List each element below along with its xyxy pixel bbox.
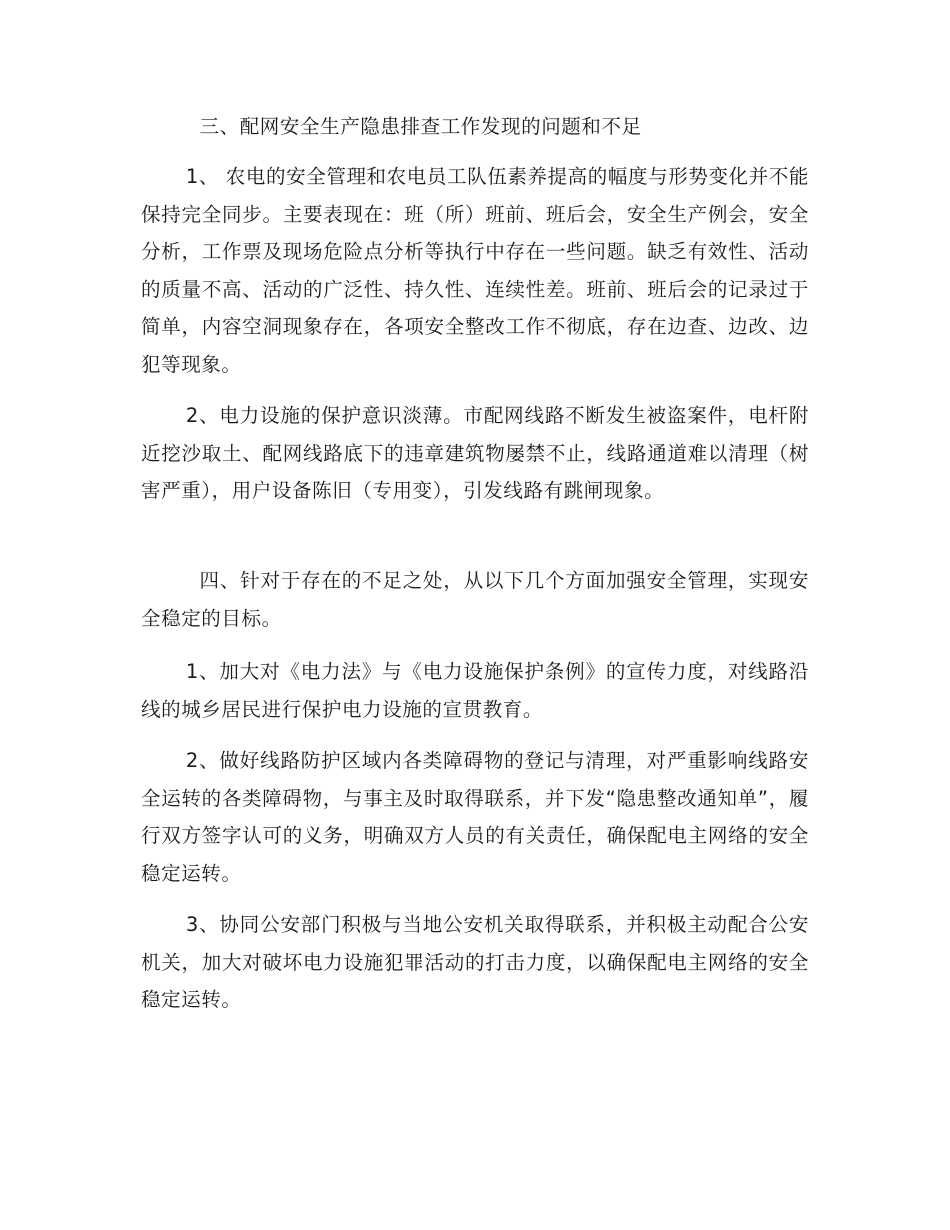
section-4-heading: 四、针对于存在的不足之处，从以下几个方面加强安全管理，实现安全稳定的目标。: [141, 569, 809, 630]
section-4-item-2-paragraph: 2、做好线路防护区域内各类障碍物的登记与清理，对严重影响线路安全运转的各类障碍物，与事主及时取得联系，并下发“隐患整改通知单”，履行双方签字认可的义务，明确双方人员的有关责任，确保配电主网络的安全稳定运转。: [141, 749, 809, 885]
section-3-heading: 三、配网安全生产隐患排查工作发现的问题和不足: [199, 115, 642, 138]
section-4-item-3-paragraph: 3、协同公安部门积极与当地公安机关取得联系，并积极主动配合公安机关，加大对破坏电力设施犯罪活动的打击力度，以确保配电主网络的安全稳定运转。: [141, 913, 809, 1012]
section-4-item-1-paragraph: 1、加大对《电力法》与《电力设施保护条例》的宣传力度，对线路沿线的城乡居民进行保护电力设施的宣贯教育。: [141, 660, 809, 721]
section-3-item-2-paragraph: 2、电力设施的保护意识淡薄。市配网线路不断发生被盗案件，电杆附近挖沙取土、配网线路底下的违章建筑物屡禁不止，线路通道难以清理（树害严重），用户设备陈旧（专用变），引发线路有跳闸现象。: [141, 404, 809, 503]
section-3-item-1-paragraph: 1、 农电的安全管理和农电员工队伍素养提高的幅度与形势变化并不能保持完全同步。主要表现在：班（所）班前、班后会，安全生产例会，安全分析，工作票及现场危险点分析等执行中存在一些问题。缺乏有效性、活动的质量不高、活动的广泛性、持久性、连续性差。班前、班后会的记录过于简单，内容空洞现象存在，各项安全整改工作不彻底，存在边查、边改、边犯等现象。: [141, 165, 809, 376]
